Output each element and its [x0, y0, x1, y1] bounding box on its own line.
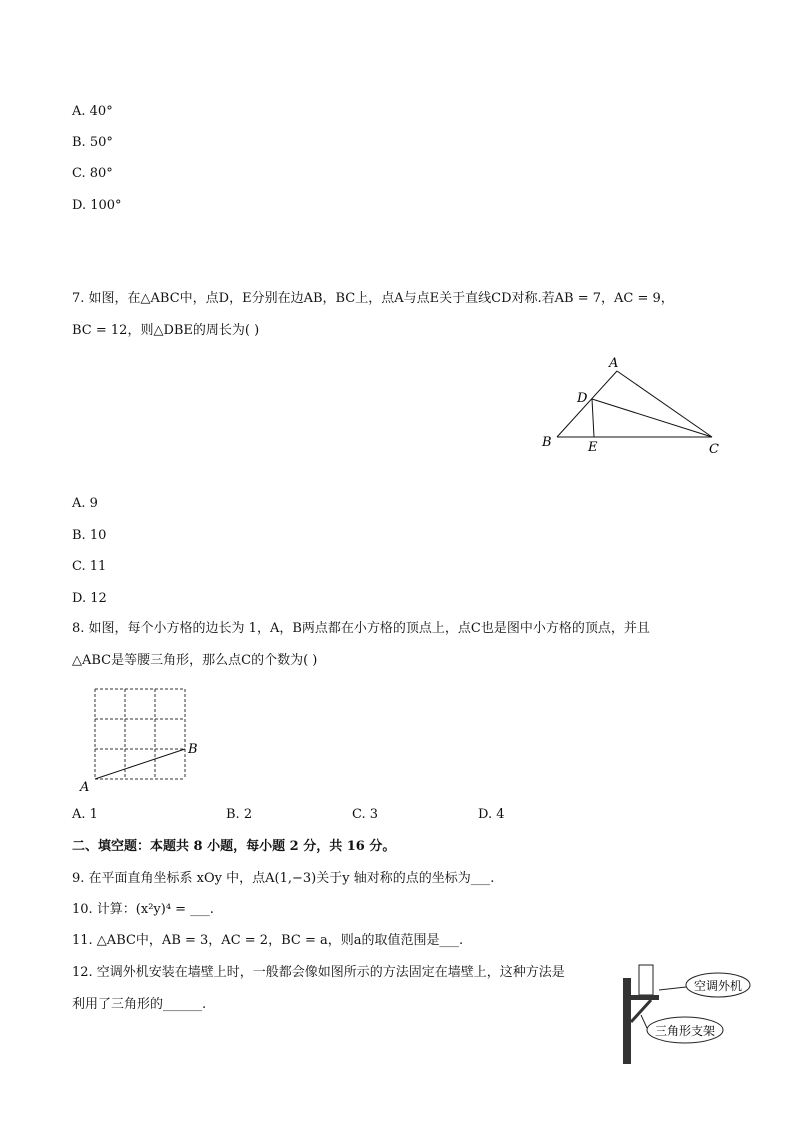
q7-stem-line1: 7. 如图，在△ABC中，点D，E分别在边AB，BC上，点A与点E关于直线CD对称.若AB = 7，AC = 9，: [72, 291, 674, 306]
q8-option-a: A. 1: [72, 807, 98, 822]
q12-brace: [631, 1000, 651, 1022]
q7-segment-dc: [592, 399, 712, 437]
section-heading-fill-in: 二、填空题：本题共 8 小题，每小题 2 分，共 16 分。: [72, 839, 396, 854]
q12-ac-unit: [639, 965, 653, 995]
q12-stem-line1: 12. 空调外机安装在墙壁上时，一般都会像如图所示的方法固定在墙壁上，这种方法是: [72, 965, 565, 980]
q7-segment-ac: [617, 371, 712, 437]
q8-option-c: C. 3: [352, 807, 379, 822]
q7-label-a: A: [609, 356, 619, 371]
q6-option-d: D. 100°: [72, 198, 122, 213]
q7-label-e: E: [588, 440, 598, 455]
q8-label-a: A: [80, 780, 90, 795]
q12-label-unit: 空调外机: [693, 979, 743, 993]
q12-label-bracket: 三角形支架: [654, 1024, 716, 1038]
q8-segment-ab: [95, 749, 185, 779]
q6-option-b: B. 50°: [72, 135, 113, 150]
q7-label-c: C: [709, 442, 719, 457]
q12-bracket-figure: [615, 960, 755, 1068]
q12-wall: [623, 978, 631, 1064]
q7-triangle-figure: [535, 350, 735, 460]
q7-label-d: D: [577, 391, 588, 406]
q8-option-b: B. 2: [226, 807, 253, 822]
q9-stem: 9. 在平面直角坐标系 xOy 中，点A(1,−3)关于y 轴对称的点的坐标为___.: [72, 871, 495, 886]
q7-option-a: A. 9: [72, 496, 98, 511]
q7-label-b: B: [542, 435, 552, 450]
q7-stem-line2: BC = 12，则△DBE的周长为( ): [72, 323, 260, 338]
q12-stem-line2: 利用了三角形的______.: [72, 997, 207, 1012]
q11-stem: 11. △ABC中，AB = 3，AC = 2，BC = a，则a的取值范围是___.: [72, 933, 464, 948]
q8-option-d: D. 4: [478, 807, 505, 822]
q6-option-c: C. 80°: [72, 166, 113, 181]
q8-stem-line2: △ABC是等腰三角形，那么点C的个数为( ): [72, 653, 318, 668]
q6-option-a: A. 40°: [72, 104, 113, 119]
q8-stem-line1: 8. 如图，每个小方格的边长为 1，A，B两点都在小方格的顶点上，点C也是图中小方格的顶点，并且: [72, 621, 650, 636]
q7-option-c: C. 11: [72, 559, 107, 574]
q7-segment-de: [592, 399, 594, 437]
q10-stem: 10. 计算：(x²y)⁴ = ___.: [72, 902, 214, 917]
q12-shelf: [631, 995, 659, 1000]
q8-grid-figure: [75, 682, 205, 797]
q8-label-b: B: [188, 742, 198, 757]
q7-option-d: D. 12: [72, 591, 107, 606]
q7-option-b: B. 10: [72, 528, 107, 543]
